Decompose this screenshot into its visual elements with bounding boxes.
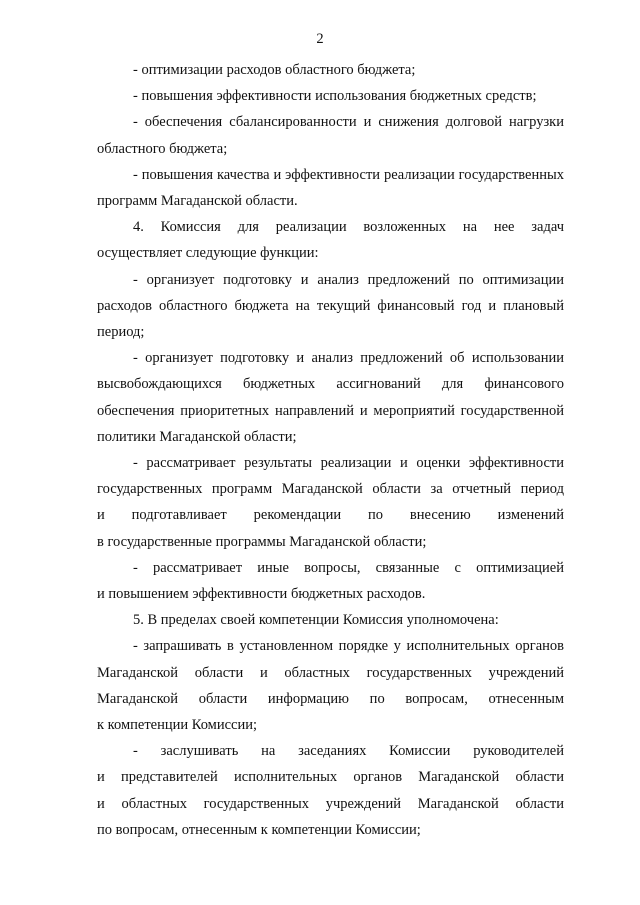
document-body <box>97 57 564 843</box>
paragraph-line: в государственные программы Магаданской области; <box>97 533 427 550</box>
paragraph <box>97 267 564 346</box>
paragraph <box>97 57 564 83</box>
paragraph-line: Магаданской области информацию по вопросам, отнесенным <box>97 690 564 707</box>
paragraph <box>97 109 564 161</box>
paragraph-line: программ Магаданской области. <box>97 193 298 210</box>
paragraph-line: - повышения эффективности использования бюджетных средств; <box>133 88 537 105</box>
paragraph-line: и представителей исполнительных органов Магаданской области <box>97 769 564 786</box>
paragraph-line: политики Магаданской области; <box>97 428 297 445</box>
paragraph <box>97 450 564 555</box>
paragraph-line: Магаданской области и областных государственных учреждений <box>97 664 564 681</box>
paragraph-line: период; <box>97 324 145 341</box>
paragraph <box>97 607 564 633</box>
paragraph-line: обеспечения приоритетных направлений и мероприятий государственной <box>97 402 564 419</box>
paragraph <box>97 214 564 266</box>
paragraph-line: - заслушивать на заседаниях Комиссии руководителей <box>133 743 564 760</box>
paragraph-line: по вопросам, отнесенным к компетенции Комиссии; <box>97 821 421 838</box>
paragraph <box>97 83 564 109</box>
paragraph-line: высвобождающихся бюджетных ассигнований для финансового <box>97 376 564 393</box>
paragraph-line: расходов областного бюджета на текущий финансовый год и плановый <box>97 297 564 314</box>
paragraph-line: - рассматривает иные вопросы, связанные с оптимизацией <box>133 559 564 576</box>
paragraph-line: - повышения качества и эффективности реализации государственных <box>133 166 564 183</box>
paragraph-line: и подготавливает рекомендации по внесению изменений <box>97 507 564 524</box>
paragraph-line: 5. В пределах своей компетенции Комиссия уполномочена: <box>133 612 499 629</box>
paragraph-line: 4. Комиссия для реализации возложенных на нее задач <box>133 219 564 236</box>
paragraph <box>97 555 564 607</box>
paragraph-line: областного бюджета; <box>97 140 228 157</box>
paragraph-line: и повышением эффективности бюджетных расходов. <box>97 586 426 603</box>
paragraph <box>97 345 564 450</box>
paragraph <box>97 738 564 843</box>
paragraph-line: государственных программ Магаданской области за отчетный период <box>97 481 564 498</box>
paragraph-line: к компетенции Комиссии; <box>97 717 258 734</box>
paragraph-line: - организует подготовку и анализ предложений по оптимизации <box>133 271 564 288</box>
paragraph <box>97 162 564 214</box>
paragraph <box>97 633 564 738</box>
paragraph-line: - организует подготовку и анализ предложений об использовании <box>133 350 564 367</box>
paragraph-line: - рассматривает результаты реализации и оценки эффективности <box>133 455 564 472</box>
paragraph-line: - запрашивать в установленном порядке у исполнительных органов <box>133 638 564 655</box>
paragraph-line: - обеспечения сбалансированности и снижения долговой нагрузки <box>133 114 564 131</box>
page-number: 2 <box>316 31 324 47</box>
paragraph-line: осуществляет следующие функции: <box>97 245 319 262</box>
paragraph-line: и областных государственных учреждений Магаданской области <box>97 795 564 812</box>
paragraph-line: - оптимизации расходов областного бюджета; <box>133 62 416 78</box>
